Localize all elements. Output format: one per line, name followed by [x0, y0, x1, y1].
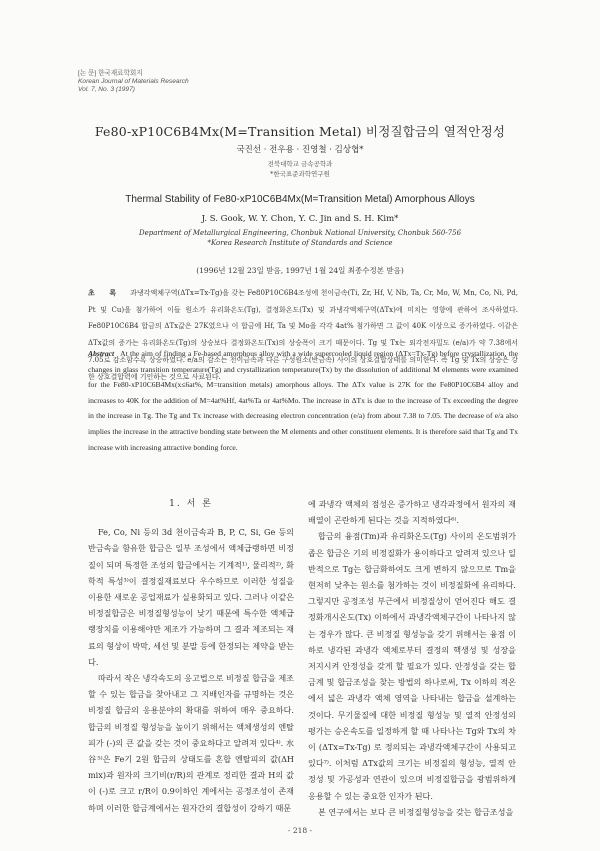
body-paragraph: 본 연구에서는 보다 큰 비정질형성능을 갖는 합금조성을 — [318, 806, 514, 817]
journal-header — [78, 70, 189, 94]
journal-volume: Vol. 7, No. 3 (1997) — [78, 86, 135, 93]
affiliation-en-1: Department of Metallurgical Engineering, Chonbuk National University, Chonbuk 560-756 — [138, 229, 462, 237]
journal-name-en: Korean Journal of Materials Research — [78, 78, 189, 85]
body-paragraph: 따라서 작은 냉각속도의 응고법으로 비정질 합금을 제조할 수 있는 합금을 찾아내고 그 지배인자를 규명하는 것은 비정질 합금의 응용분야의 확대를 위하여 매우 중요하다. 합금의 비정질 형성능을 높이기 위해서는 액체생성의 엔탈피가 (-)의 큰 값을 갖는 것이 중요하다고 알려져 있다⁴⁾. 水谷⁵⁾은 Fe기 2원 합금의 상태도를 혼합 엔탈피의 값(ΔH mix)과 원자의 크기비(r/R)의 관계로 정리한 결과 H의 값이 (-)로 크고 r/R이 0.9이하인 계에서는 공정조성이 존재하며 이러한 합금계에서는 원자간의 결합성이 강하기 때문 — [88, 673, 294, 813]
body-paragraph: 합금의 융점(Tm)과 유리화온도(Tg) 사이의 온도범위가 좁은 합금은 기의 비정질화가 용이하다고 알려져 있으나 일반적으로 Tg는 합금화하여도 크게 변하지 않으므로 Tm을 현저히 낮추는 원소를 첨가하는 것이 비정질화에 유리하다. 그렇지만 공정조성 부근에서 비정질상이 얻어진다 해도 결정화개시온도(Tx) 이하에서 과냉각액체구간이 나타나지 않는 경우가 많다. 큰 비정질 형성능을 갖기 위해서는 융점 이하로 냉각된 과냉각 액체로부터 결정의 핵생성 및 성장을 저지시켜 안정성을 갖게 할 필요가 있다. 안정성을 갖는 합금계 및 합금조성을 찾는 방법의 하나로써, Tx 이하의 적온에서 넓은 과냉각 액체 영역을 나타내는 합금을 설계하는 것이다. 무기물질에 대한 비정질 형성능 및 열적 안정성의 평가는 승온속도를 일정하게 할 때 나타나는 Tg와 Tx의 차이 (ΔTx=Tx-Tg) 로 정의되는 과냉각액체구간이 사용되고 있다⁷⁾. 이처럼 ΔTx값의 크기는 비정질의 형성능, 열적 안정성 및 가공성과 연관이 있으며 비정질합금을 광범위하게 응용할 수 있는 중요한 인자가 된다. — [308, 531, 516, 801]
affiliation-en-2: *Korea Research Institute of Standards and Science — [207, 239, 393, 247]
body-paragraph: 에 과냉각 액체의 점성은 증가하고 냉각과정에서 원자의 재배열이 곤란하게 된다는 것을 지적하였다⁶⁾. — [308, 499, 516, 526]
affiliations-korean — [0, 160, 600, 179]
paper-title-english: Thermal Stability of Fe80-xP10C6B4Mx(M=Transition Metal) Amorphous Alloys — [125, 194, 475, 205]
affiliation-kr-2: *한국표준과학연구원 — [270, 169, 330, 178]
authors-english: J. S. Gook, W. Y. Chon, Y. C. Jin and S. H. Kim* — [201, 214, 399, 224]
paper-title-korean: Fe80-xP10C6B4Mx(M=Transition Metal) 비정질합금의 열적안정성 — [94, 124, 506, 139]
page-number: - 218 - — [287, 826, 313, 835]
abstract-english-label: Abstract — [88, 349, 115, 358]
body-column-left — [88, 496, 294, 816]
abstract-english-text: At the aim of finding a Fe-based amorphous alloy with a wide supercooled liquid region (ΔTx=Tx-Tg) before crystallization, the changes in glass transition temperature(Tg) and crystallization temperature(Tx) by the dissolution of additional M elements were examined for the Fe80-xP10C6B4Mx(x≤6at%, M=transition metals) amorphous alloys. The ΔTx value is 27K for the Fe80P10C6B4 alloy and increases to 40K for the addition of M=4at%Hf, 4at%Ta or 4at%Mo. The increase in ΔTx is due to the increase of Tx exceeding the degree in the increase in Tg. The Tg and Tx increase with decreasing electron concentration (e/a) from about 7.38 to 7.05. The decrease of e/a also implies the increase in the attractive bonding state between the M elements and other constituent elements. It is therefore said that Tg and Tx increase with increasing attractive bonding force. — [88, 349, 518, 452]
section-heading-introduction: 1. 서 론 — [169, 499, 213, 509]
authors-korean: 국진선 · 전우용 · 진영철 · 김상협* — [236, 145, 364, 155]
affiliation-kr-1: 전북대학교 금속공학과 — [267, 160, 333, 168]
abstract-korean-text: 과냉각액체구역(ΔTx=Tx-Tg)을 갖는 Fe80P10C6B4조성에 천이금속(Ti, Zr, Hf, V, Nb, Ta, Cr, Mo, W, Mn, Co, Ni, Pd, Pt 및 Cu)을 첨가하여 이들 원소가 유리화온도(Tg), 결정화온도(Tx) 및 과냉각액체구역(ΔTx)에 미치는 영향에 관하여 조사하였다. Fe80P10C6B4 합금의 ΔTx값은 27K였으나 이 합금에 Hf, Ta 및 Mo을 각각 4at% 첨가하면 그 값이 40K 이상으로 증가하였다. 이같은 ΔTx값의 증가는 유리화온도(Tg)의 상승보다 결정화온도(Tx)의 상승폭이 크기 때문이다. Tg 및 Tx는 외각전자밀도 (e/a)가 약 7.38에서 7.05로 감소함수록 상승하였다. e/a의 감소는 천이금속과 다른 구성원소(반금속) 사이의 상호결합상태를 의미한다. 즉 Tg 및 Tx의 상승은 강한 상호결합력에 기인하는 것으로 사료된다. — [88, 289, 518, 381]
affiliations-english — [0, 228, 600, 248]
journal-name-kr: [논 문] 한국재료학회지 — [78, 70, 143, 77]
body-paragraph: Fe, Co, Ni 등의 3d 천이금속과 B, P, C, Si, Ge 등의 반금속을 함유한 합금은 일부 조성에서 액체급랭하면 비정질이 되며 특정한 조성의 합금에서는 기계적¹⁾, 물리적²⁾, 화학적 특성³⁾이 결정질재료보다 우수하므로 이러한 성질을 이용한 새로운 공업재료가 실용화되고 있다. 그러나 이같은 비정질합금은 비정질형성능이 낮기 때문에 특수한 액체급랭장치를 이용해야만 제조가 가능하며 그 결과 제조되는 재료의 형상이 박막, 세선 및 분말 등에 한정되는 제약을 받는다. — [88, 527, 294, 667]
abstract-english — [88, 346, 518, 455]
received-dates: (1996년 12월 23일 받음, 1997년 1월 24일 최종수정본 받음) — [196, 266, 404, 275]
abstract-korean-label: 초 록 — [88, 288, 123, 297]
body-column-right — [308, 496, 516, 820]
